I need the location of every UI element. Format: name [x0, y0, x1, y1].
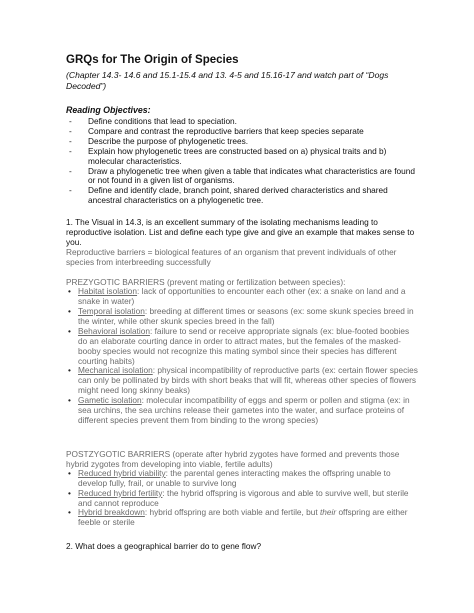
reproductive-barriers-definition: Reproductive barriers = biological features of an organism that prevent individuals of other species from interbreeding successfully: [66, 247, 397, 268]
spacer: [66, 528, 418, 541]
list-item: • Behavioral isolation: failure to send or receive appropriate signals (ex: blue-footed boobies do an elaborate courting dance in order to attract mates, but the females of the masked-booby species would not recognize this mating symbol since their species has different courting habits): [68, 325, 410, 366]
term: Gametic isolation: [78, 395, 142, 406]
list-item: • Reduced hybrid fertility: the hybrid offspring is vigorous and able to survive well, but sterile and cannot reproduce: [68, 487, 409, 508]
list-item: • Gametic isolation: molecular incompatibility of eggs and sperm or pollen and stigma (ex: in sea urchins, the sea urchins release their gametes into the water, and surface proteins of different species prevent them from binding to the wrong species): [68, 395, 410, 425]
prezygotic-list: [66, 287, 418, 426]
prezygotic-heading: PREZYGOTIC BARRIERS (prevent mating or fertilization between species):: [66, 277, 346, 288]
list-item: • Habitat isolation: lack of opportunities to encounter each other (ex: a snake on land and a snake in water): [68, 286, 406, 307]
term: Reduced hybrid viability: [78, 467, 166, 478]
term: Habitat isolation: [78, 286, 138, 297]
list-item: • Reduced hybrid viability: the parental genes interacting makes the offspring unable to develop fully, frail, or unable to survive long: [68, 467, 391, 488]
objective-item: - Define and identify clade, branch point, shared derived characteristics and shared ancestral characteristics on a phylogenetic tree.: [69, 185, 388, 206]
question-2: 2. What does a geographical barrier do to gene flow?: [66, 541, 262, 552]
list-item: • Hybrid breakdown: hybrid offspring are both viable and fertile, but their offspring are either feeble or sterile: [68, 507, 408, 528]
objective-item: - Draw a phylogenetic tree when given a table that indicates what characteristics are found or not found in a given list of organisms.: [69, 165, 415, 186]
list-item: • Temporal isolation: breeding at different times or seasons (ex: some skunk species breed in the winter, while other skunk species breed in the fall): [68, 305, 414, 326]
list-item: • Mechanical isolation: physical incompatibility of reproductive parts (ex: certain flower species can only be pollinated by birds with short beaks that will fit, whereas other species of flowers might need long skinny beaks): [68, 365, 418, 396]
term: Mechanical isolation: [78, 365, 153, 376]
objective-item: - Define conditions that lead to speciation.: [69, 116, 237, 126]
objective-item: - Compare and contrast the reproductive barriers that keep species separate: [69, 125, 364, 136]
document-title: GRQs for The Origin of Species: [66, 54, 239, 66]
chapter-reference: (Chapter 14.3- 14.6 and 15.1-15.4 and 13. 4-5 and 15.16-17 and watch part of “Dogs Decoded”): [66, 70, 389, 91]
spacer: [66, 426, 418, 439]
term: Hybrid breakdown: [78, 507, 145, 518]
postzygotic-list: [66, 469, 418, 528]
question-1: 1. The Visual in 14.3, is an excellent summary of the isolating mechanisms leading to reproductive isolation. List and define each type give and give an example that makes sense to you.: [66, 217, 415, 248]
postzygotic-heading: POSTZYGOTIC BARRIERS (operate after hybrid zygotes have formed and prevents those hybrid zygotes from developing into viable, fertile adults): [66, 448, 400, 469]
term: Temporal isolation: [78, 305, 145, 316]
term: Reduced hybrid fertility: [78, 487, 163, 498]
reading-objectives-heading: Reading Objectives:: [66, 105, 151, 115]
reading-objectives-list: [66, 117, 418, 206]
objective-item: - Describe the purpose of phylogenetic trees.: [69, 135, 249, 146]
term: Behavioral isolation: [78, 325, 150, 336]
objective-item: - Explain how phylogenetic trees are constructed based on a) physical traits and b) molecular characteristics.: [69, 145, 387, 166]
